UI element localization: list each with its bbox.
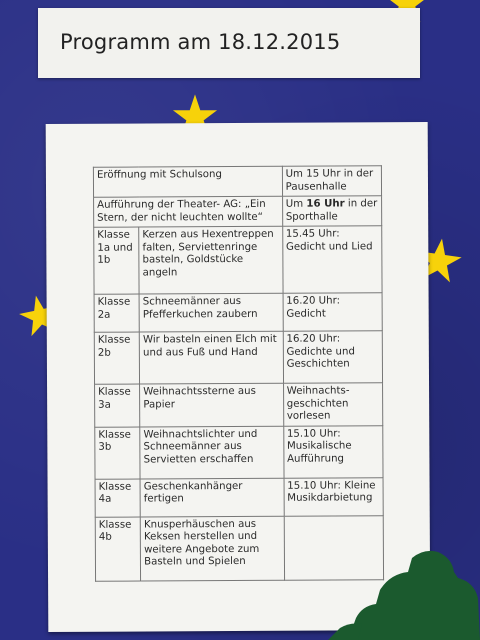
activity-cell: Schneemänner aus Pfefferkuchen zaubern bbox=[139, 293, 283, 332]
table-row bbox=[93, 166, 381, 198]
class-cell: Klasse 2a bbox=[94, 294, 139, 332]
activity-cell: Weihnachtssterne aus Papier bbox=[140, 383, 284, 426]
table-row bbox=[95, 425, 383, 479]
activity-cell: Aufführung der Theater- AG: „Ein Stern, der nicht leuchten wollte“ bbox=[94, 196, 283, 227]
activity-cell: Kerzen aus Hexentreppen falten, Serviettenringe basteln, Goldstücke angeln bbox=[139, 226, 283, 294]
activity-cell: Weihnachtslichter und Schneemänner aus Servietten erschaffen bbox=[140, 426, 284, 479]
class-cell: Klasse 2b bbox=[94, 332, 139, 384]
table-row bbox=[94, 331, 382, 385]
activity-cell: Knusperhäuschen aus Keksen herstellen und weitere Angebote zum Basteln und Spielen bbox=[140, 516, 284, 581]
activity-cell: Geschenkanhänger fertigen bbox=[140, 478, 284, 517]
time-cell bbox=[282, 196, 382, 227]
program-table bbox=[93, 165, 384, 581]
class-cell: Klasse 1a und 1b bbox=[94, 227, 140, 294]
time-cell: Um 15 Uhr in der Pausenhalle bbox=[282, 166, 382, 197]
class-cell: Klasse 3b bbox=[95, 427, 140, 479]
activity-cell: Eröffnung mit Schulsong bbox=[93, 166, 282, 197]
star-icon bbox=[466, 418, 480, 440]
title-card bbox=[38, 8, 420, 78]
time-cell: 16.20 Uhr: Gedicht bbox=[283, 293, 383, 332]
page-title: Programm am 18.12.2015 bbox=[60, 30, 341, 54]
time-text: in der Sporthalle bbox=[285, 198, 378, 223]
christmas-tree-icon bbox=[328, 548, 480, 640]
class-cell: Klasse 4b bbox=[95, 517, 140, 581]
time-cell: 15.10 Uhr: Musikalische Aufführung bbox=[283, 425, 383, 478]
time-cell: 15.45 Uhr: Gedicht und Lied bbox=[282, 226, 382, 294]
time-text: Um bbox=[285, 198, 307, 210]
table-row bbox=[95, 477, 383, 517]
time-cell: 16.20 Uhr: Gedichte und Geschichten bbox=[283, 331, 383, 384]
time-bold-text: 16 Uhr bbox=[306, 198, 345, 210]
activity-cell: Wir basteln einen Elch mit und aus Fuß und Hand bbox=[139, 331, 283, 384]
class-cell: Klasse 4a bbox=[95, 479, 140, 517]
time-cell: Weihnachts-geschichten vorlesen bbox=[283, 383, 383, 426]
table-row bbox=[95, 383, 383, 427]
class-cell: Klasse 3a bbox=[95, 384, 140, 427]
table-row bbox=[94, 226, 382, 295]
table-row bbox=[94, 293, 382, 333]
time-cell: 15.10 Uhr: Kleine Musikdarbietung bbox=[284, 477, 384, 516]
table-row bbox=[94, 196, 382, 228]
